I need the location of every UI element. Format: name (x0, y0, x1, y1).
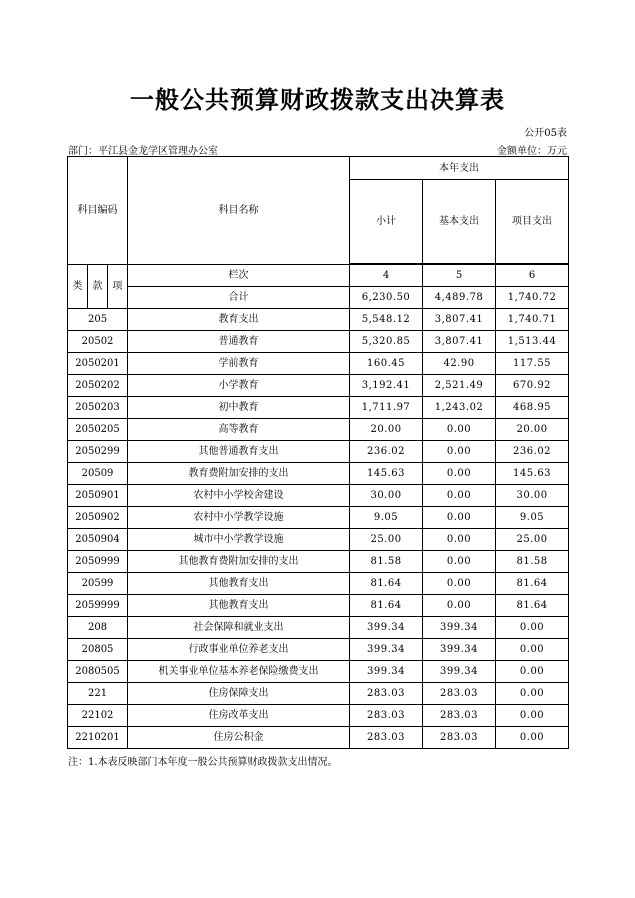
subject-name-cell: 高等教育 (128, 419, 350, 441)
basic-expense-cell: 0.00 (423, 573, 496, 595)
basic-expense-cell: 0.00 (423, 485, 496, 507)
header-column-order: 栏次 (128, 265, 350, 287)
subject-code-cell: 2050202 (68, 375, 128, 397)
subtotal-cell: 1,711.97 (350, 397, 423, 419)
header-kuan: 款 (88, 265, 108, 309)
footnote: 注：1.本表反映部门本年度一般公共预算财政拨款支出情况。 (68, 757, 338, 768)
table-row (68, 353, 569, 375)
subject-code-cell: 2050203 (68, 397, 128, 419)
basic-expense-cell: 2,521.49 (423, 375, 496, 397)
subject-code-cell: 20502 (68, 331, 128, 353)
table-row (68, 617, 569, 639)
subject-code-cell: 2050902 (68, 507, 128, 529)
basic-expense-cell: 283.03 (423, 705, 496, 727)
subject-name-cell: 普通教育 (128, 331, 350, 353)
project-expense-cell: 1,740.71 (496, 309, 569, 331)
basic-expense-cell: 42.90 (423, 353, 496, 375)
subject-code-cell: 2050205 (68, 419, 128, 441)
subject-code-cell: 2050901 (68, 485, 128, 507)
subject-code-cell: 2080505 (68, 661, 128, 683)
header-basic-expense: 基本支出 (423, 180, 496, 264)
total-basic: 4,489.78 (423, 287, 496, 309)
project-expense-cell: 9.05 (496, 507, 569, 529)
basic-expense-cell: 399.34 (423, 639, 496, 661)
subtotal-cell: 283.03 (350, 683, 423, 705)
subject-code-cell: 2050999 (68, 551, 128, 573)
project-expense-cell: 145.63 (496, 463, 569, 485)
project-expense-cell: 81.58 (496, 551, 569, 573)
subject-name-cell: 住房保障支出 (128, 683, 350, 705)
subtotal-cell: 283.03 (350, 705, 423, 727)
subject-name-cell: 农村中小学校舍建设 (128, 485, 350, 507)
basic-expense-cell: 0.00 (423, 507, 496, 529)
subject-name-cell: 学前教育 (128, 353, 350, 375)
project-expense-cell: 0.00 (496, 727, 569, 749)
subtotal-cell: 399.34 (350, 639, 423, 661)
subject-code-cell: 205 (68, 309, 128, 331)
subtotal-cell: 9.05 (350, 507, 423, 529)
table-row (68, 463, 569, 485)
form-number: 公开05表 (524, 128, 567, 139)
table-row (68, 595, 569, 617)
subtotal-cell: 283.03 (350, 727, 423, 749)
subject-name-cell: 农村中小学教学设施 (128, 507, 350, 529)
subject-name-cell: 教育费附加安排的支出 (128, 463, 350, 485)
project-expense-cell: 81.64 (496, 573, 569, 595)
project-expense-cell: 0.00 (496, 683, 569, 705)
project-expense-cell: 30.00 (496, 485, 569, 507)
subject-name-cell: 城市中小学教学设施 (128, 529, 350, 551)
basic-expense-cell: 283.03 (423, 683, 496, 705)
subtotal-cell: 81.64 (350, 573, 423, 595)
header-xiang: 项 (108, 265, 128, 309)
basic-expense-cell: 0.00 (423, 463, 496, 485)
project-expense-cell: 670.92 (496, 375, 569, 397)
basic-expense-cell: 399.34 (423, 617, 496, 639)
basic-expense-cell: 0.00 (423, 551, 496, 573)
table-row (68, 661, 569, 683)
subtotal-cell: 81.58 (350, 551, 423, 573)
subtotal-cell: 3,192.41 (350, 375, 423, 397)
subtotal-cell: 20.00 (350, 419, 423, 441)
basic-expense-cell: 0.00 (423, 419, 496, 441)
header-col-6: 6 (496, 265, 569, 287)
subject-code-cell: 20509 (68, 463, 128, 485)
table-row (68, 507, 569, 529)
project-expense-cell: 81.64 (496, 595, 569, 617)
header-col-4: 4 (350, 265, 423, 287)
subject-code-cell: 2050201 (68, 353, 128, 375)
total-subtotal: 6,230.50 (350, 287, 423, 309)
subject-code-cell: 208 (68, 617, 128, 639)
subject-name-cell: 住房改革支出 (128, 705, 350, 727)
subtotal-cell: 5,548.12 (350, 309, 423, 331)
project-expense-cell: 236.02 (496, 441, 569, 463)
total-project: 1,740.72 (496, 287, 569, 309)
department-label: 部门：平江县金龙学区管理办公室 (68, 146, 218, 157)
table-row (68, 705, 569, 727)
subject-name-cell: 行政事业单位养老支出 (128, 639, 350, 661)
subject-name-cell: 小学教育 (128, 375, 350, 397)
table-row (68, 397, 569, 419)
basic-expense-cell: 399.34 (423, 661, 496, 683)
subject-code-cell: 22102 (68, 705, 128, 727)
total-label: 合计 (128, 287, 350, 309)
subtotal-cell: 399.34 (350, 661, 423, 683)
table-row (68, 309, 569, 331)
basic-expense-cell: 3,807.41 (423, 331, 496, 353)
basic-expense-cell: 283.03 (423, 727, 496, 749)
table-row (68, 529, 569, 551)
header-col-5: 5 (423, 265, 496, 287)
table-row (68, 683, 569, 705)
header-lei: 类 (68, 265, 88, 309)
table-row (68, 551, 569, 573)
project-expense-cell: 20.00 (496, 419, 569, 441)
project-expense-cell: 0.00 (496, 639, 569, 661)
subtotal-cell: 25.00 (350, 529, 423, 551)
subtotal-cell: 399.34 (350, 617, 423, 639)
page-title: 一般公共预算财政拨款支出决算表 (130, 85, 505, 114)
basic-expense-cell: 0.00 (423, 595, 496, 617)
subject-code-cell: 221 (68, 683, 128, 705)
project-expense-cell: 0.00 (496, 705, 569, 727)
table-row (68, 331, 569, 353)
project-expense-cell: 0.00 (496, 617, 569, 639)
subtotal-cell: 30.00 (350, 485, 423, 507)
subject-name-cell: 住房公积金 (128, 727, 350, 749)
header-subject-name: 科目名称 (128, 157, 350, 265)
table-row (68, 573, 569, 595)
subtotal-cell: 160.45 (350, 353, 423, 375)
table-row (68, 485, 569, 507)
subject-code-cell: 20599 (68, 573, 128, 595)
table-row (68, 639, 569, 661)
subtotal-cell: 236.02 (350, 441, 423, 463)
basic-expense-cell: 0.00 (423, 441, 496, 463)
header-subtotal: 小计 (350, 180, 423, 264)
subtotal-cell: 145.63 (350, 463, 423, 485)
table-row (68, 375, 569, 397)
subject-code-cell: 2210201 (68, 727, 128, 749)
project-expense-cell: 1,513.44 (496, 331, 569, 353)
project-expense-cell: 468.95 (496, 397, 569, 419)
subject-code-cell: 2050299 (68, 441, 128, 463)
header-project-expense: 项目支出 (496, 180, 569, 264)
subject-code-cell: 2059999 (68, 595, 128, 617)
header-subject-code: 科目编码 (68, 157, 128, 265)
subject-code-cell: 20805 (68, 639, 128, 661)
subject-code-cell: 2050904 (68, 529, 128, 551)
table-row (68, 727, 569, 749)
subject-name-cell: 社会保障和就业支出 (128, 617, 350, 639)
table-row (68, 419, 569, 441)
header-year-expense: 本年支出 (350, 157, 569, 180)
project-expense-cell: 0.00 (496, 661, 569, 683)
subtotal-cell: 81.64 (350, 595, 423, 617)
subtotal-cell: 5,320.85 (350, 331, 423, 353)
subject-name-cell: 其他教育支出 (128, 573, 350, 595)
subject-name-cell: 教育支出 (128, 309, 350, 331)
subject-name-cell: 其他教育支出 (128, 595, 350, 617)
subject-name-cell: 其他教育费附加安排的支出 (128, 551, 350, 573)
project-expense-cell: 25.00 (496, 529, 569, 551)
subject-name-cell: 机关事业单位基本养老保险缴费支出 (128, 661, 350, 683)
basic-expense-cell: 3,807.41 (423, 309, 496, 331)
project-expense-cell: 117.55 (496, 353, 569, 375)
basic-expense-cell: 1,243.02 (423, 397, 496, 419)
expenditure-table (67, 156, 569, 749)
basic-expense-cell: 0.00 (423, 529, 496, 551)
subject-name-cell: 初中教育 (128, 397, 350, 419)
amount-unit-label: 金额单位：万元 (497, 146, 567, 157)
table-row (68, 441, 569, 463)
subject-name-cell: 其他普通教育支出 (128, 441, 350, 463)
